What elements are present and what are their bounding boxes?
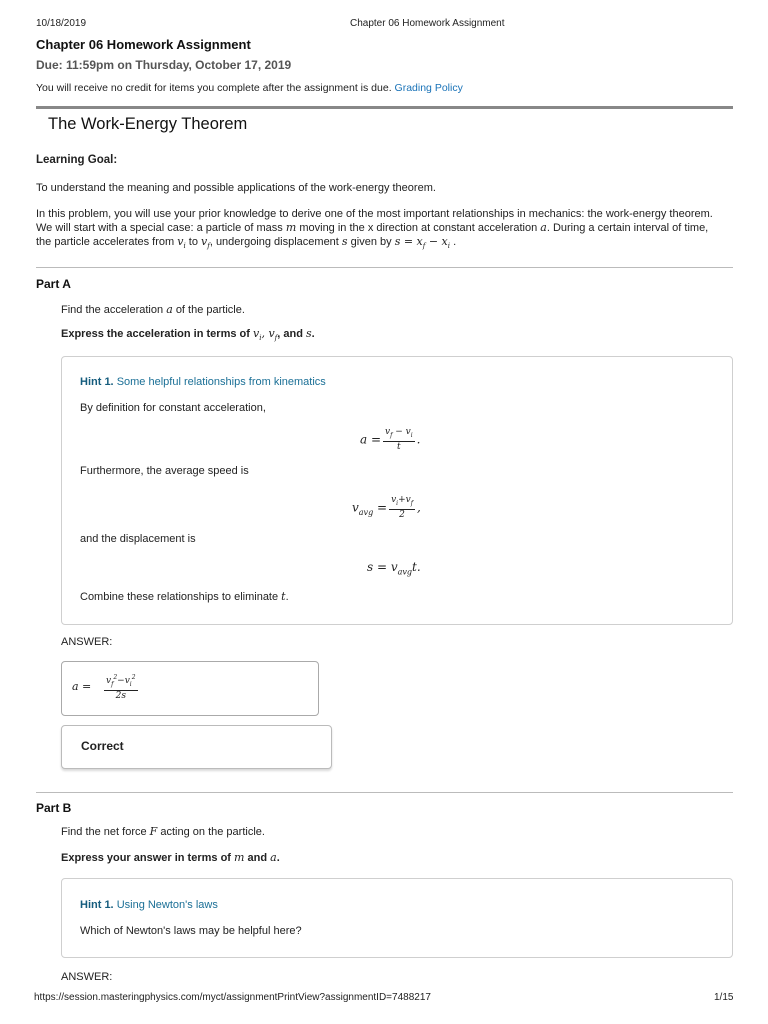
part-b-label: Part B (36, 801, 72, 815)
equation-average-speed: $v_{avg}$ = $\frac{v_i+v_f}{2}$ , (352, 495, 421, 520)
intro-text-5: , undergoing displacement (209, 236, 339, 248)
intro-text-6: given by (350, 236, 392, 248)
section-divider (36, 792, 733, 793)
part-b-answer-label: ANSWER: (61, 971, 113, 983)
grading-policy-link[interactable]: Grading Policy (394, 82, 463, 94)
hint-line-4: Combine these relationships to eliminate t. (80, 590, 289, 603)
result-text: Correct (81, 739, 124, 753)
hint-number: Hint 1. (80, 899, 114, 911)
answer-prefix: a = (72, 680, 92, 693)
part-a-answer-box[interactable] (61, 661, 319, 716)
math-vf: $v_f$ (201, 235, 210, 251)
math-a: a (270, 851, 277, 864)
page-number: 1/15 (714, 992, 734, 1003)
problem-title: The Work-Energy Theorem (48, 115, 248, 133)
math-t: t (281, 590, 286, 603)
part-a-question-text: Find the acceleration (61, 304, 164, 316)
due-date: Due: 11:59pm on Thursday, October 17, 2019 (36, 58, 292, 72)
intro-text-1: In this problem, you will use your prior knowledge to derive one of the most important relationships in mechanics: the work-energy theorem. We will start with a special case: a particle of mass (36, 208, 713, 234)
math-vi-vf: $v_i$, $v_f$ (252, 327, 278, 343)
hint-number: Hint 1. (80, 376, 114, 388)
late-notice (36, 82, 463, 94)
part-a-instruction: Express the acceleration in terms of $v_i$, $v_f$, and s. (61, 327, 315, 343)
learning-goal-text: To understand the meaning and possible applications of the work-energy theorem. (36, 182, 436, 194)
intro-text-2: moving in the x direction at constant acceleration (299, 222, 538, 234)
part-b-instruction: Express your answer in terms of m and a. (61, 851, 280, 864)
part-a-instruction-and: , and (277, 328, 303, 340)
math-displacement: $s = x_f - x_i$ (394, 235, 451, 251)
part-a-instruction-text: Express the acceleration in terms of (61, 328, 250, 340)
equation-acceleration: a = $\frac{v_f - v_i}{t}$ . (360, 427, 421, 452)
hint-panel-part-b (61, 878, 733, 958)
part-b-question-tail: acting on the particle. (160, 826, 265, 838)
math-m: m (285, 221, 297, 234)
part-a-answer-label: ANSWER: (61, 636, 113, 648)
print-url: https://session.masteringphysics.com/myct/assignmentPrintView?assignmentID=7488217 (34, 992, 431, 1003)
math-s: s (306, 327, 312, 340)
math-s: s (341, 235, 348, 248)
math-vi: $v_i$ (177, 235, 186, 251)
hint-title-text: Some helpful relationships from kinematics (116, 376, 326, 388)
part-a-label: Part A (36, 277, 71, 291)
header-divider (36, 106, 733, 109)
math-a: a (166, 303, 173, 316)
math-f: F (149, 825, 158, 838)
equation-displacement: $s = v_{avg}t$. (367, 560, 421, 577)
math-m: m (234, 851, 245, 864)
hint-line-1: By definition for constant acceleration, (80, 402, 266, 414)
assignment-title: Chapter 06 Homework Assignment (36, 37, 251, 52)
intro-text-4: to (188, 236, 198, 248)
answer-expression: $\frac{v_f^2-v_i^2}{2s}$ (106, 674, 136, 701)
hint-line-4-text: Combine these relationships to eliminate (80, 591, 279, 603)
hint-title-text: Using Newton's laws (116, 899, 218, 911)
print-title: Chapter 06 Homework Assignment (350, 18, 505, 29)
hint-title[interactable] (80, 899, 218, 911)
hint-title[interactable] (80, 376, 326, 388)
hint-line-2: Furthermore, the average speed is (80, 465, 249, 477)
part-b-question (61, 825, 265, 838)
hint-line-1: Which of Newton's laws may be helpful here? (80, 925, 302, 937)
part-b-question-text: Find the net force (61, 826, 147, 838)
intro-text-3: During a certain interval of time, the particle accelerates from (36, 222, 709, 248)
late-notice-text: You will receive no credit for items you complete after the assignment is due. (36, 82, 392, 94)
problem-intro: In this problem, you will use your prior knowledge to derive one of the most important relationships in mechanics: the work-energy theorem. We will start with a special case: a particle of mass m moving in the x direction at constant acceleration a. During a certain interval of time, the particle accelerates from $v_i$ to $v_f$, undergoing displacement s given by $s = x_f - x_i$ . (36, 208, 713, 251)
part-a-question-tail: of the particle. (175, 304, 245, 316)
print-date: 10/18/2019 (36, 18, 87, 29)
learning-goal-label: Learning Goal: (36, 154, 118, 166)
math-a: a (540, 221, 547, 234)
hint-line-3: and the displacement is (80, 533, 196, 545)
part-a-question (61, 303, 245, 316)
part-b-instruction-text: Express your answer in terms of (61, 852, 231, 864)
part-b-instruction-and: and (247, 852, 268, 864)
hint-panel-part-a (61, 356, 733, 625)
part-a-result-badge (61, 725, 332, 769)
section-divider (36, 267, 733, 268)
